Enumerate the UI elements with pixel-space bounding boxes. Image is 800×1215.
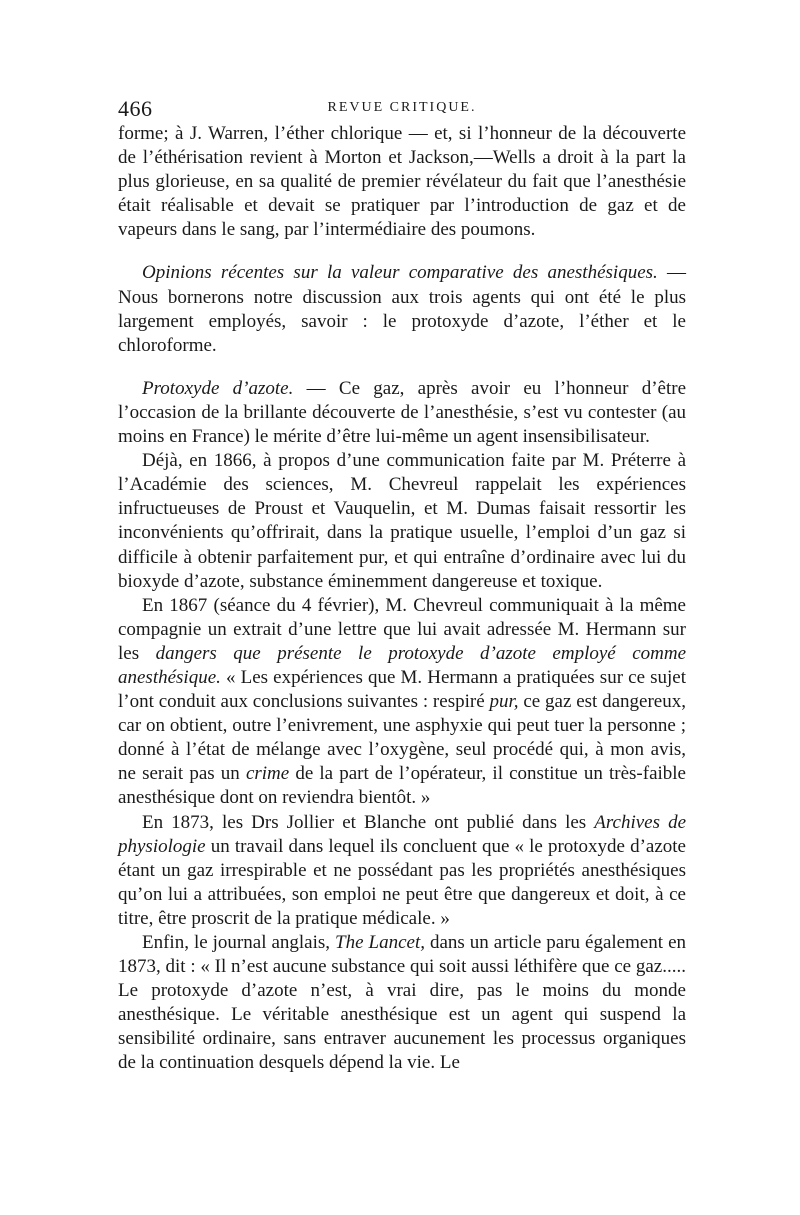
- paragraph-1866: [118, 449, 686, 594]
- paragraph-protoxyde: [118, 377, 686, 449]
- paragraph-text: « Les expériences que M. Hermann a pratiquées sur ce sujet l’ont conduit aux conclusions suivantes : respiré: [118, 666, 686, 713]
- running-title: REVUE CRITIQUE.: [327, 100, 477, 115]
- italic-journal-title: The Lancet,: [335, 932, 425, 953]
- paragraph-opinions: [118, 261, 686, 357]
- paragraph-text: de la part de l’opérateur, il constitue un très-faible anesthésique dont on reviendra bientôt. »: [118, 763, 686, 809]
- paragraph-text: — Ce gaz, après avoir eu l’honneur d’être l’occasion de la brillante découverte de l’anesthésie, s’est vu contester (au moins en France) le mérite d’être lui-même un agent insensibilisateur.: [118, 377, 686, 448]
- section-heading-opinions: Opinions récentes sur la valeur comparative des anesthésiques.: [142, 262, 658, 284]
- paragraph-text: En 1873, les Drs Jollier et Blanche ont publié dans les: [142, 811, 595, 833]
- paragraph-continuation: [118, 122, 686, 242]
- paragraph-1873-archives: [118, 811, 686, 931]
- section-heading-protoxyde: Protoxyde d’azote.: [142, 377, 294, 399]
- paragraph-lancet: [118, 931, 686, 1076]
- italic-word: crime: [245, 763, 290, 785]
- paragraph-text: un travail dans lequel ils concluent que « le protoxyde d’azote étant un gaz irrespirable et ne possédant pas les propriétés anesthésiques qu’on lui a attribuées, son emploi ne peut être que dangereux et doit, à ce titre, être proscrit de la pratique médicale. »: [118, 835, 686, 929]
- paragraph-text: forme; à J. Warren, l’éther chlorique — et, si l’honneur de la découverte de l’éthérisation revient à Morton et Jackson,—Wells a droit à la part la plus glorieuse, en sa qualité de premier révélateur du fait que l’anesthésie était réalisable et devait se pratiquer par l’introduction de gaz et de vapeurs dans le sang, par l’intermédiaire des poumons.: [118, 123, 686, 241]
- italic-journal-title: Archives de physiologie: [118, 811, 686, 857]
- paragraph-text: — Nous bornerons notre discussion aux trois agents qui ont été le plus largement employés, savoir : le protoxyde d’azote, l’éther et le chloroforme.: [118, 262, 687, 356]
- paragraph-text: ce gaz est dangereux, car on obtient, outre l’enivrement, une asphyxie qui peut tuer la personne ; donné à l’état de mélange avec l’oxygène, seul procédé qui, à mon avis, ne serait pas un: [118, 691, 686, 785]
- paragraph-text: Enfin, le journal anglais,: [142, 932, 336, 953]
- paragraph-text: En 1867 (séance du 4 février), M. Chevreul communiquait à la même compagnie un extrait d’une lettre que lui avait adressée M. Hermann sur les: [118, 594, 686, 664]
- paragraph-1867: [118, 594, 686, 811]
- page-number: 466: [118, 96, 153, 121]
- paragraph-text: Déjà, en 1866, à propos d’une communication faite par M. Préterre à l’Académie des sciences, M. Chevreul rappelait les expériences infructueuses de Proust et Vauquelin, et M. Dumas faisait ressortir les inconvénients qu’offrirait, dans la pratique usuelle, l’emploi d’un gaz si difficile à obtenir parfaitement pur, et qui entraîne d’ordinaire avec lui du bioxyde d’azote, substance éminemment dangereuse et toxique.: [118, 450, 686, 592]
- italic-title: dangers que présente le protoxyde d’azote employé comme anesthésique.: [118, 642, 686, 688]
- body-text: [118, 122, 686, 1076]
- italic-word: pur,: [489, 691, 519, 713]
- paragraph-text: dans un article paru également en 1873, dit : « Il n’est aucune substance qui soit aussi léthifère que ce gaz..... Le protoxyde d’azote n’est, à vrai dire, pas le moins du monde anesthésique. Le véritable anesthésique est un agent qui suspend la sensibilité ordinaire, sans entraver aucunement les processus organiques de la continuation desquels dépend la vie. Le: [118, 932, 687, 1074]
